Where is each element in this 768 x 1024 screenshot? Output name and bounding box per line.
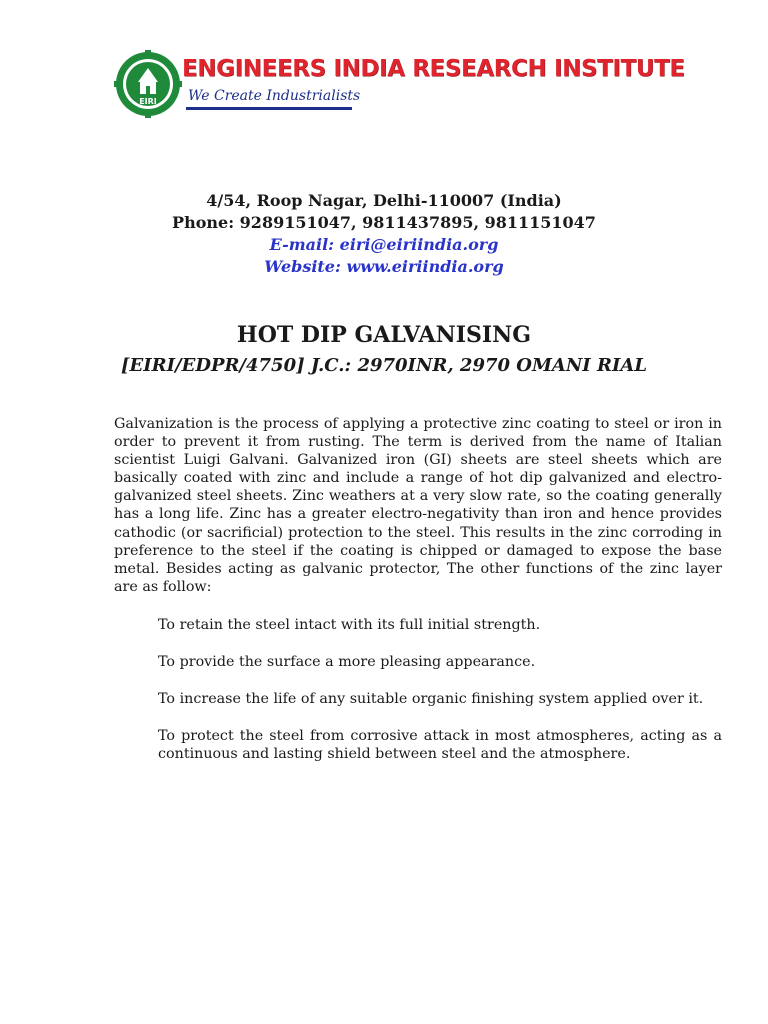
document-subtitle: [EIRI/EDPR/4750] J.C.: 2970INR, 2970 OMANI RIAL — [121, 355, 647, 376]
tagline-underline — [186, 107, 352, 110]
logo — [114, 50, 685, 120]
document-title: HOT DIP GALVANISING — [236, 322, 532, 348]
address: 4/54, Roop Nagar, Delhi-110007 (India) — [206, 191, 562, 210]
functions-list — [158, 616, 722, 782]
contact-block — [0, 190, 768, 278]
list-item: To retain the steel intact with its full initial strength. — [158, 617, 541, 633]
list-item: To protect the steel from corrosive attack in most atmospheres, acting as a continuous and lasting shield between steel and the atmosphere. — [158, 728, 722, 763]
intro-paragraph: Galvanization is the process of applying a protective zinc coating to steel or iron in order to prevent it from rusting. The term is derived from the name of Italian scientist Luigi Galvani. Galvanized iron (GI) sheets are steel sheets which are basically coated with zinc and include a range of hot dip galvanized and electro-galvanized steel sheets. Zinc weathers at a very slow rate, so the coating generally has a long life. Zinc has a greater electro-negativity than iron and hence provides cathodic (or sacrificial) protection to the steel. This results in the zinc corroding in preference to the steel if the coating is chipped or damaged to expose the base metal. Besides acting as galvanic protector, The other functions of the zinc layer are as follow: — [114, 416, 722, 595]
phone-numbers: Phone: 9289151047, 9811437895, 9811151047 — [172, 213, 596, 232]
website-link[interactable]: Website: www.eiriindia.org — [264, 257, 504, 276]
institute-tagline: We Create Industrialists — [188, 88, 361, 104]
list-item: To provide the surface a more pleasing appearance. — [158, 654, 536, 671]
institute-name: ENGINEERS INDIA RESEARCH INSTITUTE — [182, 56, 685, 82]
email-link[interactable]: E-mail: eiri@eiriindia.org — [269, 235, 499, 254]
institute-seal-icon — [114, 50, 182, 118]
list-item: To increase the life of any suitable organic finishing system applied over it. — [158, 691, 704, 708]
svg-text:EIRI: EIRI — [139, 97, 157, 106]
